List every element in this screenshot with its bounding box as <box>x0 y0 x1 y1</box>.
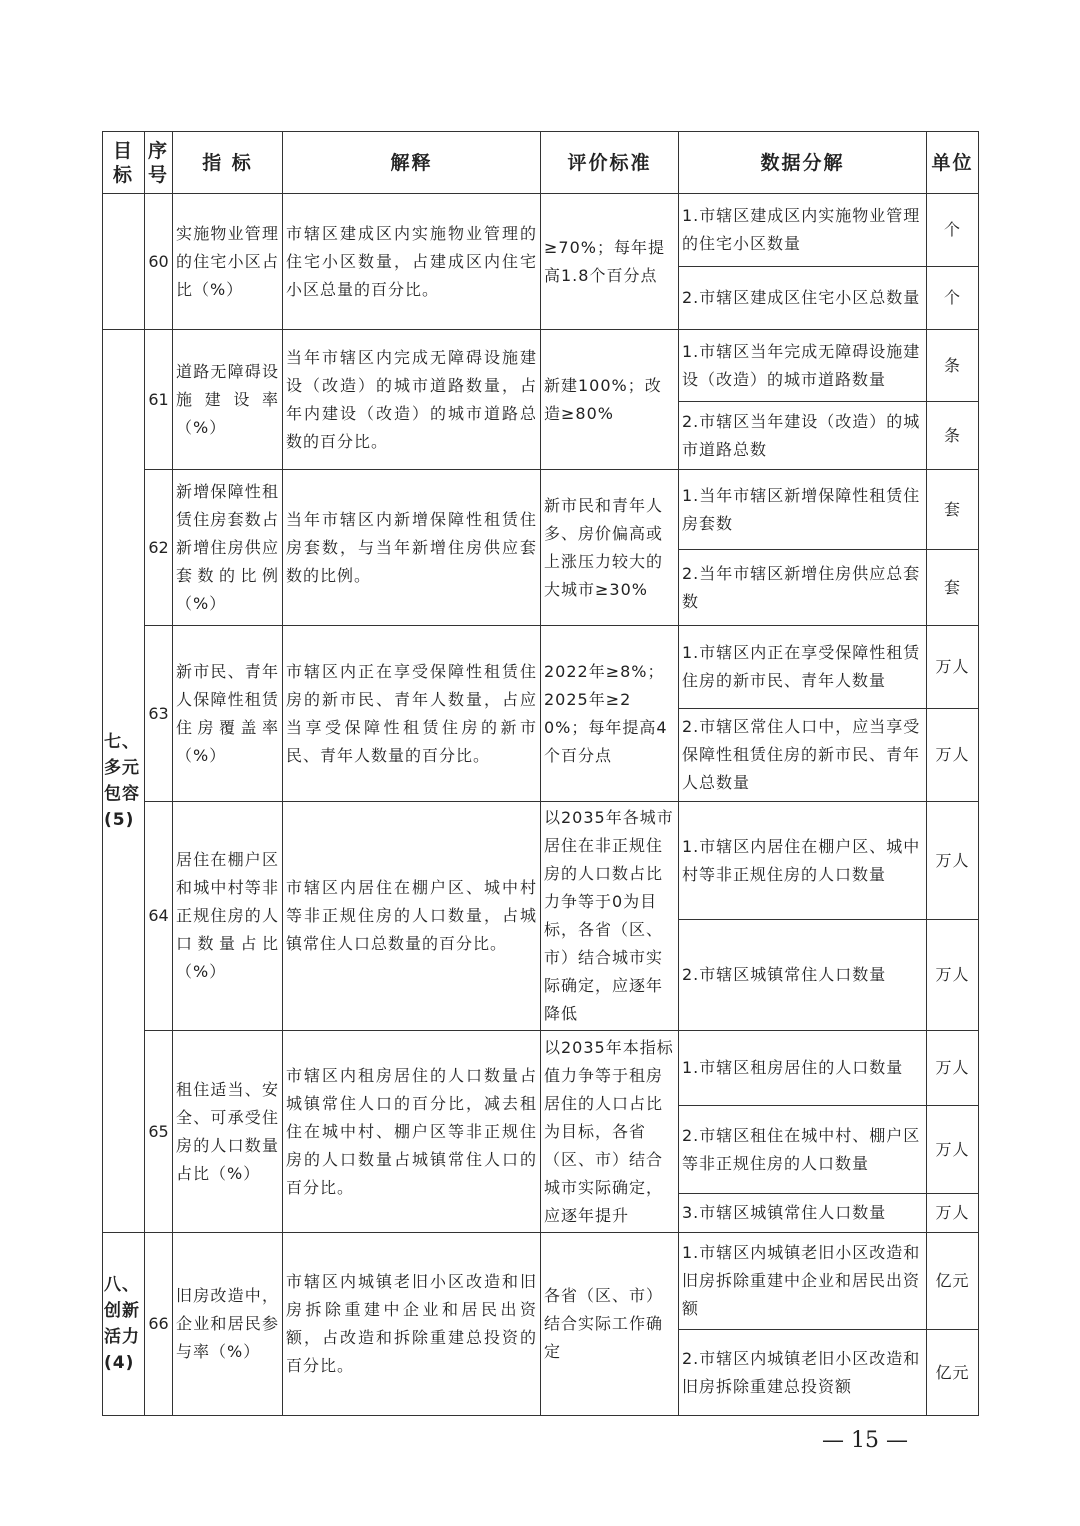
header-seq: 序号 <box>145 132 173 194</box>
seq-cell: 61 <box>145 330 173 470</box>
criteria-cell: 以2035年各城市居住在非正规住房的人口数占比力争等于0为目标，各省（区、市）结合城市实际确定，应逐年降低 <box>541 802 679 1031</box>
unit-cell: 亿元 <box>927 1233 979 1330</box>
unit-cell: 套 <box>927 470 979 550</box>
indicator-cell: 租住适当、安全、可承受住房的人口数量占比（%） <box>173 1031 283 1233</box>
unit-cell: 万人 <box>927 802 979 920</box>
breakdown-cell: 2.市辖区当年建设（改造）的城市道路总数 <box>679 402 927 470</box>
page-number: — 15 — <box>822 1428 908 1453</box>
unit-cell: 个 <box>927 194 979 267</box>
criteria-cell: 各省（区、市）结合实际工作确定 <box>541 1233 679 1416</box>
goal-cell-empty <box>103 194 145 330</box>
unit-cell: 万人 <box>927 626 979 709</box>
unit-cell: 条 <box>927 402 979 470</box>
breakdown-cell: 1.市辖区内居住在棚户区、城中村等非正规住房的人口数量 <box>679 802 927 920</box>
criteria-cell: 2022年≥8%；2025年≥20%；每年提高4个百分点 <box>541 626 679 802</box>
breakdown-cell: 1.市辖区当年完成无障碍设施建设（改造）的城市道路数量 <box>679 330 927 402</box>
criteria-cell: 以2035年本指标值力争等于租房居住的人口占比为目标，各省（区、市）结合城市实际确定，应逐年提升 <box>541 1031 679 1233</box>
indicator-cell: 新增保障性租赁住房套数占新增住房供应套数的比例（%） <box>173 470 283 626</box>
explanation-cell: 市辖区内城镇老旧小区改造和旧房拆除重建中企业和居民出资额，占改造和拆除重建总投资的百分比。 <box>283 1233 541 1416</box>
goal-cell-8: 八、创新活力(4) <box>103 1233 145 1416</box>
unit-cell: 个 <box>927 267 979 330</box>
unit-cell: 万人 <box>927 709 979 802</box>
table-row <box>103 330 979 402</box>
table-row <box>103 1233 979 1330</box>
unit-cell: 万人 <box>927 920 979 1031</box>
criteria-cell: 新建100%；改造≥80% <box>541 330 679 470</box>
breakdown-cell: 2.市辖区常住人口中，应当享受保障性租赁住房的新市民、青年人总数量 <box>679 709 927 802</box>
unit-cell: 亿元 <box>927 1330 979 1416</box>
breakdown-cell: 2.市辖区建成区住宅小区总数量 <box>679 267 927 330</box>
unit-cell: 万人 <box>927 1194 979 1233</box>
table-row <box>103 626 979 709</box>
header-criteria: 评价标准 <box>541 132 679 194</box>
unit-cell: 万人 <box>927 1031 979 1106</box>
indicator-table <box>102 131 979 1416</box>
header-unit: 单位 <box>927 132 979 194</box>
seq-cell: 63 <box>145 626 173 802</box>
header-breakdown: 数据分解 <box>679 132 927 194</box>
unit-cell: 套 <box>927 550 979 626</box>
breakdown-cell: 1.市辖区内正在享受保障性租赁住房的新市民、青年人数量 <box>679 626 927 709</box>
goal-cell-7: 七、多元包容(5) <box>103 330 145 1233</box>
table-row <box>103 1031 979 1106</box>
indicator-cell: 实施物业管理的住宅小区占比（%） <box>173 194 283 330</box>
breakdown-cell: 3.市辖区城镇常住人口数量 <box>679 1194 927 1233</box>
header-explanation: 解释 <box>283 132 541 194</box>
unit-cell: 条 <box>927 330 979 402</box>
seq-cell: 62 <box>145 470 173 626</box>
indicator-cell: 道路无障碍设施建设率（%） <box>173 330 283 470</box>
table-row <box>103 470 979 550</box>
table-row <box>103 194 979 267</box>
explanation-cell: 市辖区建成区内实施物业管理的住宅小区数量，占建成区内住宅小区总量的百分比。 <box>283 194 541 330</box>
seq-cell: 66 <box>145 1233 173 1416</box>
indicator-cell: 新市民、青年人保障性租赁住房覆盖率（%） <box>173 626 283 802</box>
breakdown-cell: 2.当年市辖区新增住房供应总套数 <box>679 550 927 626</box>
header-indicator: 指 标 <box>173 132 283 194</box>
unit-cell: 万人 <box>927 1106 979 1194</box>
breakdown-cell: 1.市辖区内城镇老旧小区改造和旧房拆除重建中企业和居民出资额 <box>679 1233 927 1330</box>
header-goal: 目标 <box>103 132 145 194</box>
criteria-cell: ≥70%；每年提高1.8个百分点 <box>541 194 679 330</box>
explanation-cell: 当年市辖区内完成无障碍设施建设（改造）的城市道路数量，占年内建设（改造）的城市道路总数的百分比。 <box>283 330 541 470</box>
explanation-cell: 当年市辖区内新增保障性租赁住房套数，与当年新增住房供应套数的比例。 <box>283 470 541 626</box>
seq-cell: 65 <box>145 1031 173 1233</box>
seq-cell: 60 <box>145 194 173 330</box>
criteria-cell: 新市民和青年人多、房价偏高或上涨压力较大的大城市≥30% <box>541 470 679 626</box>
header-row <box>103 132 979 194</box>
table-row <box>103 802 979 920</box>
breakdown-cell: 2.市辖区租住在城中村、棚户区等非正规住房的人口数量 <box>679 1106 927 1194</box>
explanation-cell: 市辖区内正在享受保障性租赁住房的新市民、青年人数量，占应当享受保障性租赁住房的新市民、青年人数量的百分比。 <box>283 626 541 802</box>
seq-cell: 64 <box>145 802 173 1031</box>
indicator-cell: 旧房改造中，企业和居民参与率（%） <box>173 1233 283 1416</box>
breakdown-cell: 2.市辖区城镇常住人口数量 <box>679 920 927 1031</box>
explanation-cell: 市辖区内租房居住的人口数量占城镇常住人口的百分比，减去租住在城中村、棚户区等非正规住房的人口数量占城镇常住人口的百分比。 <box>283 1031 541 1233</box>
breakdown-cell: 2.市辖区内城镇老旧小区改造和旧房拆除重建总投资额 <box>679 1330 927 1416</box>
breakdown-cell: 1.当年市辖区新增保障性租赁住房套数 <box>679 470 927 550</box>
explanation-cell: 市辖区内居住在棚户区、城中村等非正规住房的人口数量，占城镇常住人口总数量的百分比。 <box>283 802 541 1031</box>
indicator-cell: 居住在棚户区和城中村等非正规住房的人口数量占比（%） <box>173 802 283 1031</box>
breakdown-cell: 1.市辖区建成区内实施物业管理的住宅小区数量 <box>679 194 927 267</box>
breakdown-cell: 1.市辖区租房居住的人口数量 <box>679 1031 927 1106</box>
